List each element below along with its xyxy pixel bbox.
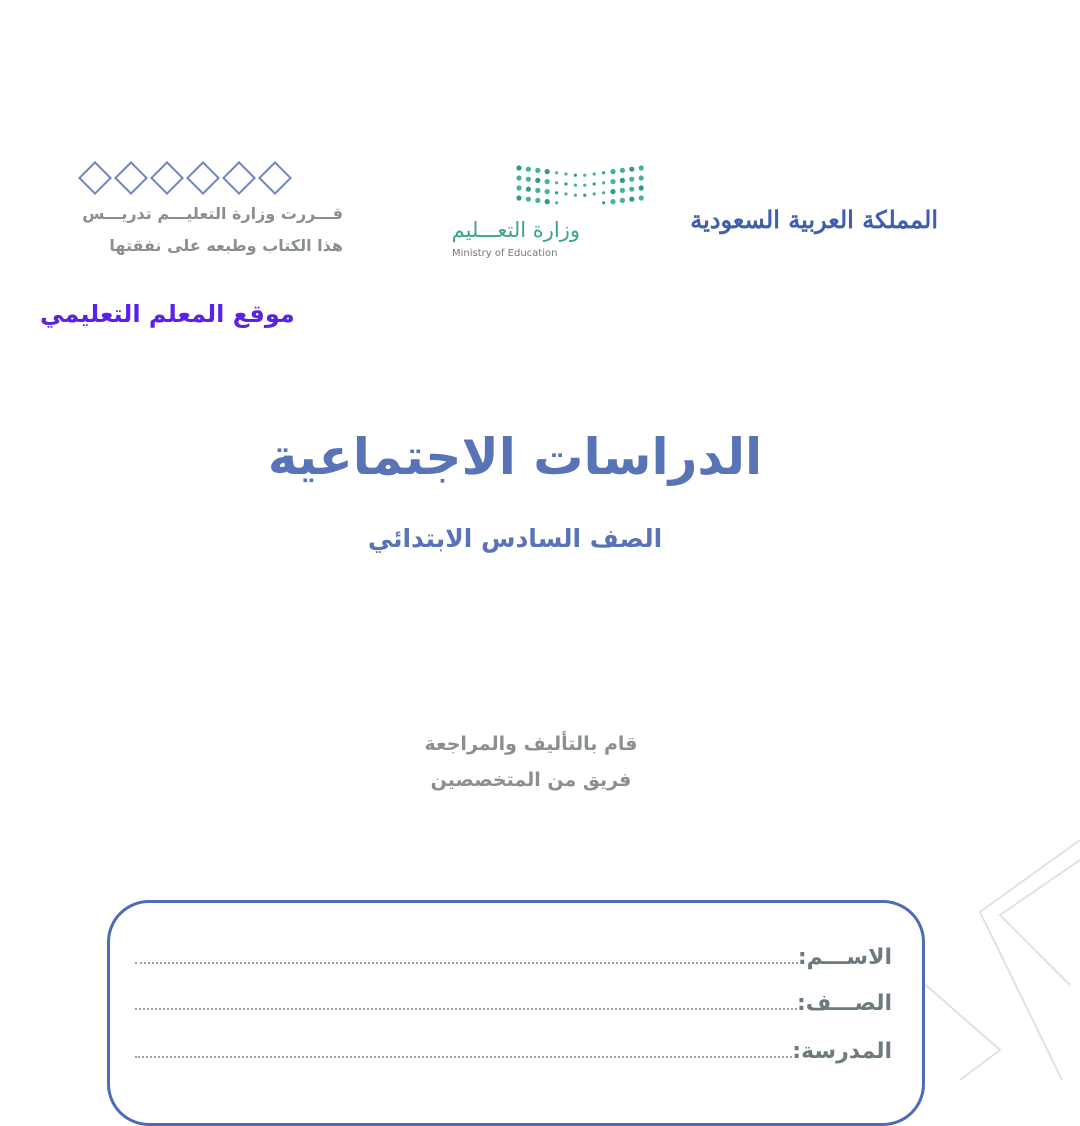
- logo-dot: [639, 165, 644, 170]
- diamond-ornament: [80, 162, 290, 194]
- logo-dot: [516, 195, 521, 200]
- logo-dot: [526, 177, 531, 182]
- logo-dot: [620, 198, 625, 203]
- logo-dot: [620, 178, 625, 183]
- logo-dot: [535, 188, 540, 193]
- student-info-box: [107, 900, 925, 1126]
- logo-dot: [545, 179, 550, 184]
- logo-dot: [555, 201, 558, 204]
- school-dotted-line[interactable]: [135, 1056, 792, 1058]
- logo-dot: [629, 187, 634, 192]
- logo-dot: [555, 191, 558, 194]
- logo-dot: [516, 165, 521, 170]
- logo-dot: [583, 174, 586, 177]
- grade-field[interactable]: [135, 991, 892, 1016]
- authors-line: قام بالتأليف والمراجعة: [424, 733, 638, 755]
- logo-dot: [602, 171, 605, 174]
- school-field[interactable]: [135, 1039, 892, 1064]
- ministry-name-ar: وزارة التعـــليم: [451, 218, 580, 242]
- logo-dot: [564, 192, 567, 195]
- logo-dot: [620, 188, 625, 193]
- logo-dot: [526, 167, 531, 172]
- logo-dot: [526, 197, 531, 202]
- logo-dot: [545, 189, 550, 194]
- logo-dot: [610, 169, 615, 174]
- logo-dot: [583, 194, 586, 197]
- kingdom-logo: المملكة العربية السعودية: [690, 205, 938, 234]
- logo-dot: [593, 182, 596, 185]
- school-label: المدرسة:: [792, 1039, 892, 1064]
- book-grade: الصف السادس الابتدائي: [367, 524, 663, 553]
- logo-dot: [610, 189, 615, 194]
- logo-dot: [639, 195, 644, 200]
- logo-dot: [583, 184, 586, 187]
- logo-dot: [593, 172, 596, 175]
- logo-dot: [545, 199, 550, 204]
- logo-dot: [516, 185, 521, 190]
- logo-dot: [564, 182, 567, 185]
- logo-dot: [574, 194, 577, 197]
- site-name: موقع المعلم التعليمي: [40, 300, 295, 328]
- ministry-logo-icon: [515, 164, 647, 206]
- logo-dot: [629, 167, 634, 172]
- logo-dot: [639, 175, 644, 180]
- approval-line: هذا الكتاب وطبعه على نفقتها: [109, 236, 343, 255]
- approval-line: قـــررت وزارة التعليـــم تدريـــس: [82, 204, 343, 223]
- grade-dotted-line[interactable]: [135, 1008, 797, 1010]
- name-dotted-line[interactable]: [135, 962, 798, 964]
- logo-dot: [620, 168, 625, 173]
- logo-dot: [602, 181, 605, 184]
- logo-dot: [574, 174, 577, 177]
- logo-dot: [555, 181, 558, 184]
- logo-dot: [516, 175, 521, 180]
- logo-dot: [526, 187, 531, 192]
- logo-dot: [629, 197, 634, 202]
- name-field[interactable]: [135, 945, 892, 970]
- ministry-name-en: Ministry of Education: [452, 248, 558, 259]
- logo-dot: [535, 168, 540, 173]
- logo-dot: [564, 172, 567, 175]
- logo-dot: [545, 169, 550, 174]
- logo-dot: [574, 184, 577, 187]
- logo-dot: [555, 171, 558, 174]
- approval-statement: [82, 198, 343, 262]
- grade-label: الصـــف:: [796, 991, 892, 1016]
- authors-credit: [0, 726, 1062, 798]
- logo-dot: [610, 179, 615, 184]
- logo-dot: [629, 177, 634, 182]
- logo-dot: [593, 192, 596, 195]
- book-title: الدراسات الاجتماعية: [267, 428, 763, 486]
- logo-dot: [639, 185, 644, 190]
- logo-dot: [602, 191, 605, 194]
- authors-line: فريق من المتخصصين: [430, 769, 632, 791]
- logo-dot: [602, 201, 605, 204]
- logo-dot: [535, 178, 540, 183]
- name-label: الاســـم:: [797, 945, 892, 970]
- logo-dot: [610, 199, 615, 204]
- logo-dot: [535, 198, 540, 203]
